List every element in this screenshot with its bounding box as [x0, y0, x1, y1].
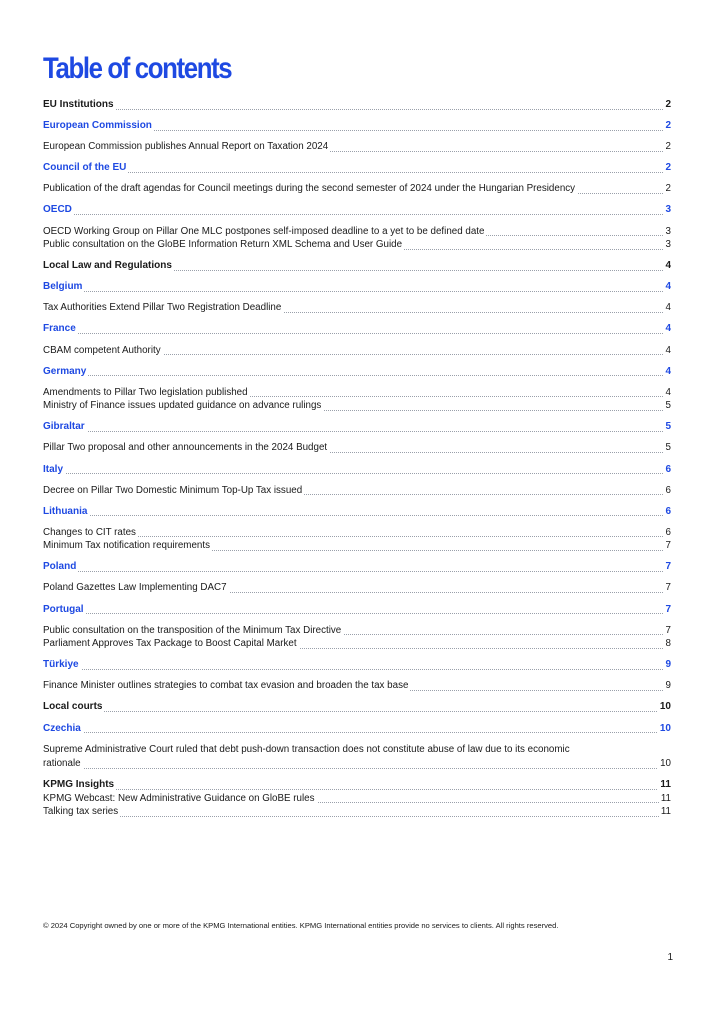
toc-entry[interactable]: [43, 98, 671, 112]
toc-entry-title: Czechia: [43, 722, 81, 734]
toc-entry-title-continued: rationale: [43, 757, 81, 769]
toc-page-number: 7: [665, 540, 671, 552]
toc-entry-title: France: [43, 323, 76, 335]
toc-entry[interactable]: [43, 420, 671, 434]
toc-page-number: 2: [665, 99, 671, 110]
toc-entry[interactable]: [43, 679, 671, 693]
toc-page-number: 2: [665, 162, 671, 174]
toc-entry-title: Gibraltar: [43, 421, 85, 433]
toc-page-number: 2: [665, 141, 671, 153]
toc-entry[interactable]: [43, 225, 671, 239]
toc-entry-title: European Commission: [43, 120, 152, 132]
toc-entry-title: Supreme Administrative Court ruled that debt push-down transaction does not constitute abuse of law due to its economic: [43, 743, 570, 755]
toc-entry[interactable]: [43, 505, 671, 519]
leader-dots: [43, 109, 671, 110]
toc-entry-title: Finance Minister outlines strategies to combat tax evasion and broaden the tax base: [43, 680, 409, 692]
toc-page-number: 10: [659, 701, 671, 713]
toc-entry-title: CBAM competent Authority: [43, 344, 161, 356]
toc-entry[interactable]: [43, 238, 671, 252]
page-title: Table of contents: [43, 52, 232, 85]
toc-entry-title: EU Institutions: [43, 99, 114, 110]
toc-entry[interactable]: [43, 322, 671, 336]
table-of-contents: [43, 98, 671, 819]
toc-entry-title: Lithuania: [43, 505, 88, 517]
toc-page-number: 6: [665, 505, 671, 517]
leader-dots: [43, 515, 671, 516]
toc-page-number: 9: [665, 659, 671, 671]
leader-dots: [43, 291, 671, 292]
toc-entry-title: Local courts: [43, 701, 103, 713]
toc-entry[interactable]: [43, 526, 671, 540]
toc-page-number: 4: [665, 281, 671, 293]
toc-entry-title: Minimum Tax notification requirements: [43, 540, 210, 552]
leader-dots: [43, 333, 671, 334]
toc-entry-title: Tax Authorities Extend Pillar Two Registration Deadline: [43, 302, 282, 314]
leader-dots: [43, 816, 671, 817]
toc-entry[interactable]: [43, 581, 671, 595]
toc-page-number: 3: [665, 204, 671, 216]
toc-page-number: 4: [665, 323, 671, 335]
toc-entry-title: Pillar Two proposal and other announcements in the 2024 Budget: [43, 442, 328, 454]
toc-page-number: 7: [665, 624, 671, 636]
toc-page-number: 5: [665, 442, 671, 454]
toc-page-number: 6: [665, 484, 671, 496]
toc-page-number: 7: [665, 561, 671, 573]
leader-dots: [43, 613, 671, 614]
toc-entry[interactable]: [43, 722, 671, 736]
toc-entry[interactable]: [43, 778, 671, 792]
copyright-footer: © 2024 Copyright owned by one or more of the KPMG International entities. KPMG International entities provide no services to clients. All rights reserved.: [43, 921, 559, 930]
toc-entry-title: Amendments to Pillar Two legislation published: [43, 386, 248, 398]
toc-entry-title: Poland: [43, 561, 77, 573]
toc-page-number: 4: [665, 386, 671, 398]
toc-entry[interactable]: [43, 441, 671, 455]
leader-dots: [43, 571, 671, 572]
toc-entry[interactable]: [43, 399, 671, 413]
toc-page-number: 5: [665, 400, 671, 412]
toc-page-number: 4: [665, 260, 671, 272]
toc-page-number: 8: [665, 638, 671, 650]
toc-entry-title: Portugal: [43, 603, 84, 615]
toc-page-number: 6: [665, 463, 671, 475]
toc-entry[interactable]: [43, 301, 671, 315]
toc-entry[interactable]: [43, 259, 671, 273]
toc-entry[interactable]: [43, 805, 671, 819]
toc-page-number: 11: [660, 806, 671, 818]
toc-entry[interactable]: [43, 344, 671, 358]
toc-entry[interactable]: [43, 161, 671, 175]
toc-entry[interactable]: [43, 484, 671, 498]
toc-entry[interactable]: [43, 560, 671, 574]
toc-page-number: 6: [665, 526, 671, 538]
toc-entry[interactable]: [43, 700, 671, 714]
toc-page-number: 4: [665, 344, 671, 356]
toc-entry-title: Italy: [43, 463, 64, 475]
toc-page-number: 10: [660, 757, 671, 769]
toc-page-number: 2: [665, 120, 671, 132]
toc-entry[interactable]: [43, 637, 671, 651]
toc-page-number: 7: [665, 603, 671, 615]
toc-entry[interactable]: [43, 792, 671, 806]
toc-entry[interactable]: [43, 140, 671, 154]
toc-entry-title: Public consultation on the GloBE Information Return XML Schema and User Guide: [43, 239, 403, 251]
toc-page-number: 4: [665, 302, 671, 314]
leader-dots: [43, 172, 671, 173]
toc-page-number: 11: [660, 792, 671, 804]
leader-dots: [43, 473, 671, 474]
toc-entry-title: Belgium: [43, 281, 83, 293]
toc-entry[interactable]: [43, 365, 671, 379]
toc-entry-title: Council of the EU: [43, 162, 127, 174]
toc-entry[interactable]: [43, 624, 671, 638]
page-number: 1: [667, 952, 673, 963]
toc-entry-title: Public consultation on the transposition of the Minimum Tax Directive: [43, 624, 342, 636]
leader-dots: [43, 732, 671, 733]
toc-page-number: 3: [665, 239, 671, 251]
leader-dots: [43, 669, 671, 670]
toc-entry[interactable]: [43, 463, 671, 477]
toc-page-number: 2: [665, 183, 671, 195]
leader-dots: [43, 789, 671, 790]
toc-entry[interactable]: [43, 203, 671, 217]
toc-entry-title: Ministry of Finance issues updated guidance on advance rulings: [43, 400, 322, 412]
leader-dots: [43, 214, 671, 215]
toc-entry-title: Talking tax series: [43, 806, 119, 818]
toc-page-number: 4: [665, 365, 671, 377]
toc-entry-title: Changes to CIT rates: [43, 526, 136, 538]
toc-entry[interactable]: [43, 182, 671, 196]
toc-entry[interactable]: [43, 280, 671, 294]
toc-page-number: 11: [660, 779, 671, 791]
toc-entry-title: KPMG Webcast: New Administrative Guidance on GloBE rules: [43, 792, 315, 804]
leader-dots: [43, 768, 671, 769]
toc-entry-title: Publication of the draft agendas for Council meetings during the second semester of 2024 under the Hungarian Presidency: [43, 183, 576, 195]
toc-page-number: 9: [665, 680, 671, 692]
toc-entry[interactable]: [43, 743, 671, 771]
toc-entry-title: OECD Working Group on Pillar One MLC postpones self-imposed deadline to a yet to be defined date: [43, 225, 485, 237]
toc-entry-title: KPMG Insights: [43, 779, 115, 791]
toc-entry[interactable]: [43, 658, 671, 672]
toc-page-number: 3: [665, 225, 671, 237]
toc-entry[interactable]: [43, 119, 671, 133]
leader-dots: [43, 711, 671, 712]
toc-entry-title: Germany: [43, 365, 87, 377]
toc-page-number: 7: [665, 582, 671, 594]
toc-entry[interactable]: [43, 603, 671, 617]
leader-dots: [43, 431, 671, 432]
toc-entry[interactable]: [43, 539, 671, 553]
toc-entry-title: Parliament Approves Tax Package to Boost Capital Market: [43, 638, 297, 650]
toc-entry-title: Türkiye: [43, 659, 79, 671]
toc-entry-title: European Commission publishes Annual Report on Taxation 2024: [43, 141, 329, 153]
toc-entry-title: OECD: [43, 204, 72, 216]
toc-entry-title: Decree on Pillar Two Domestic Minimum Top-Up Tax issued: [43, 484, 303, 496]
toc-page-number: 5: [665, 421, 671, 433]
toc-page-number: 10: [659, 722, 671, 734]
toc-entry-title: Local Law and Regulations: [43, 260, 172, 272]
leader-dots: [43, 375, 671, 376]
toc-entry[interactable]: [43, 386, 671, 400]
toc-entry-title: Poland Gazettes Law Implementing DAC7: [43, 582, 227, 594]
